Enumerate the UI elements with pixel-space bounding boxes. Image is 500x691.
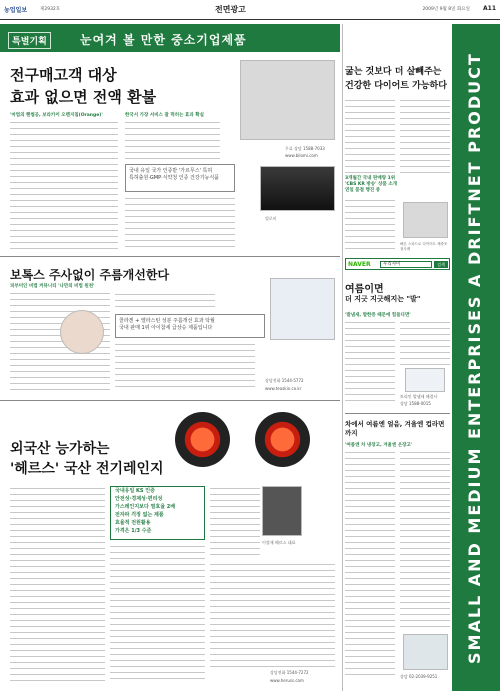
article-range-headline-2: '헤르스' 국산 전기레인지 (10, 461, 164, 477)
article-fridge (345, 416, 450, 691)
newspaper-logo: 농업일보 (4, 7, 28, 14)
article-refund-body-2 (125, 120, 220, 160)
divider-right (345, 413, 450, 414)
article-diet-highlight-2: 'CBS KR 방송' 상품 소개 (345, 182, 398, 187)
article-range-site: www.heruss.com (270, 678, 304, 683)
lead-tag: 특별기획 (8, 32, 51, 49)
product-label: 빌로미 (265, 216, 277, 221)
feature-list-box (110, 486, 205, 540)
fridge-product-photo (403, 634, 448, 670)
article-range-body-2 (110, 544, 205, 682)
article-diet-headline-2: 건강한 다이어트 가능하다 (345, 81, 447, 91)
article-diet-body-1 (345, 98, 395, 174)
article-foot-headline-2: 더 지긋 지긋해지는 "발" (345, 295, 421, 303)
article-refund-quote-2: 특허출원·GMP·식약청 인증 건강기능식품 (129, 175, 220, 181)
naver-logo: NAVER (348, 261, 371, 268)
article-diet (345, 24, 450, 256)
lead-title: 눈여겨 볼 만한 중소기업제품 (80, 33, 247, 47)
article-wrinkle-quote (115, 314, 265, 338)
article-wrinkle-site: www.teaskin.co.kr (265, 386, 302, 391)
article-fridge-subhead: '여름엔 차 냉장고, 겨울엔 온장고' (345, 443, 413, 448)
article-foot-body-1 (345, 320, 395, 404)
article-refund-site: www.bilomi.com (285, 153, 318, 158)
article-refund-headline-2: 효과 없으면 전액 환불 (10, 88, 157, 106)
feature-item-2: 안전성·경제성·편리성 (115, 496, 163, 502)
article-foot-headline-1: 여름이면 (345, 284, 384, 295)
article-range-body-4 (210, 562, 335, 667)
article-wrinkle-quote-1: 콜라겐 + 엘라스틴 성분 주름개선 효과 탁월 (119, 318, 215, 324)
article-refund-headline-1: 전구매고객 대상 (10, 66, 117, 84)
column-divider (342, 24, 343, 691)
feature-item-6: 가격은 1/3 수준 (115, 528, 152, 534)
article-fridge-contact: 상담 02-2039-9251 (400, 674, 438, 679)
article-refund-quote (125, 164, 235, 192)
search-ad-bar (345, 258, 450, 270)
article-foot-body-2 (400, 320, 450, 366)
article-foot-subhead: '발냄새, 발한증 때문에 힘들다면' (345, 313, 411, 318)
article-range-body-1 (10, 486, 105, 681)
product-photo-teaskin (270, 278, 335, 340)
article-refund (0, 56, 340, 256)
issue-date: 2009년 9월 8일 화요일 (422, 7, 470, 12)
diet-product-photo (403, 202, 448, 238)
article-diet-caption: 빠른 스피드로 다이어트 체중조절사례 (400, 242, 448, 251)
article-diet-highlights (345, 176, 450, 194)
divider-2 (0, 400, 340, 401)
article-fridge-body-2 (400, 450, 450, 630)
article-range (0, 402, 340, 691)
ceo-portrait (262, 486, 302, 536)
foot-product-photo (405, 368, 445, 392)
feature-item-3: 가스레인지보다 열효율 2배 (115, 504, 176, 510)
article-wrinkle-contact: 상담전화 1544-5772 (265, 378, 304, 383)
article-refund-quote-1: 국내 유일 국가 인증받 '가르무스' 특허 (129, 168, 213, 174)
product-photo-girl (240, 60, 335, 140)
divider-1 (0, 256, 340, 257)
article-fridge-headline: 차에서 여름엔 얼음, 겨울엔 컵라면까지 (345, 420, 445, 437)
article-wrinkle-quote-2: 국내 판매 1위 아이참세 급상승 제품입니다 (119, 325, 213, 331)
article-diet-headline-1: 굶는 것보다 더 살빼주는 (345, 67, 442, 77)
article-wrinkle-face (60, 310, 104, 354)
feature-item-4: 전자파 걱정 없는 제품 (115, 512, 164, 518)
ceo-caption: 이정재 헤르스 대표 (262, 540, 296, 545)
masthead (0, 0, 500, 20)
article-diet-body-2 (400, 98, 450, 174)
article-wrinkle-body-2 (115, 292, 215, 312)
article-foot-contact: 상담 1588-0015 (400, 401, 431, 406)
vertical-banner (452, 24, 500, 691)
product-photo-bottles (260, 166, 335, 211)
lead-banner (0, 24, 340, 52)
feature-item-5: 효율적 전원활용 (115, 520, 151, 526)
foot-product-name: 트리인 발냄새 해결사 (400, 394, 438, 399)
article-wrinkle-headline: 보톡스 주사없이 주름개선한다 (10, 268, 170, 282)
article-fridge-body-1 (345, 450, 395, 680)
page-number: A11 (483, 5, 496, 12)
article-wrinkle-body-3 (115, 342, 255, 392)
search-button[interactable]: 검색 (434, 261, 448, 268)
vertical-banner-text: SMALL AND MEDIUM ENTERPRISES A DRIFTNET PRODUCT (465, 52, 484, 664)
article-diet-body-3 (345, 198, 395, 254)
article-diet-highlight-3: 연일 품절 행진 중 (345, 188, 381, 193)
article-range-body-3 (210, 486, 260, 556)
article-range-contact: 상담전화 1544-7272 (270, 670, 309, 675)
article-wrinkle-subhead: 피부미인 비법 커뮤니티 '나만의 비법 원천' (10, 284, 95, 289)
article-range-headline-1: 외국산 능가하는 (10, 441, 110, 457)
article-refund-subhead-1: '마법의 핸썸공, 보라카이 오렌지칩(Orange)' (10, 113, 103, 118)
section-title: 전면광고 (215, 5, 246, 14)
issue-number: 제2932호 (40, 7, 61, 12)
feature-item-1: 국내유일 KS 인증 (115, 488, 155, 494)
product-hotplate-1 (175, 412, 230, 467)
article-refund-subhead-2: 한국서 가장 서비스 잘 먹히는 효과 확실 (125, 113, 204, 118)
search-input[interactable]: 우리사이 (380, 261, 432, 268)
article-refund-contact: 무료 상담 1588-7033 (285, 146, 325, 151)
product-hotplate-2 (255, 412, 310, 467)
article-refund-body-3 (125, 196, 235, 250)
article-wrinkle (0, 258, 340, 400)
article-diet-highlight-1: 3개월간 국내 판매량 1위 (345, 176, 396, 181)
article-refund-body-1 (10, 120, 118, 250)
article-foot (345, 272, 450, 412)
